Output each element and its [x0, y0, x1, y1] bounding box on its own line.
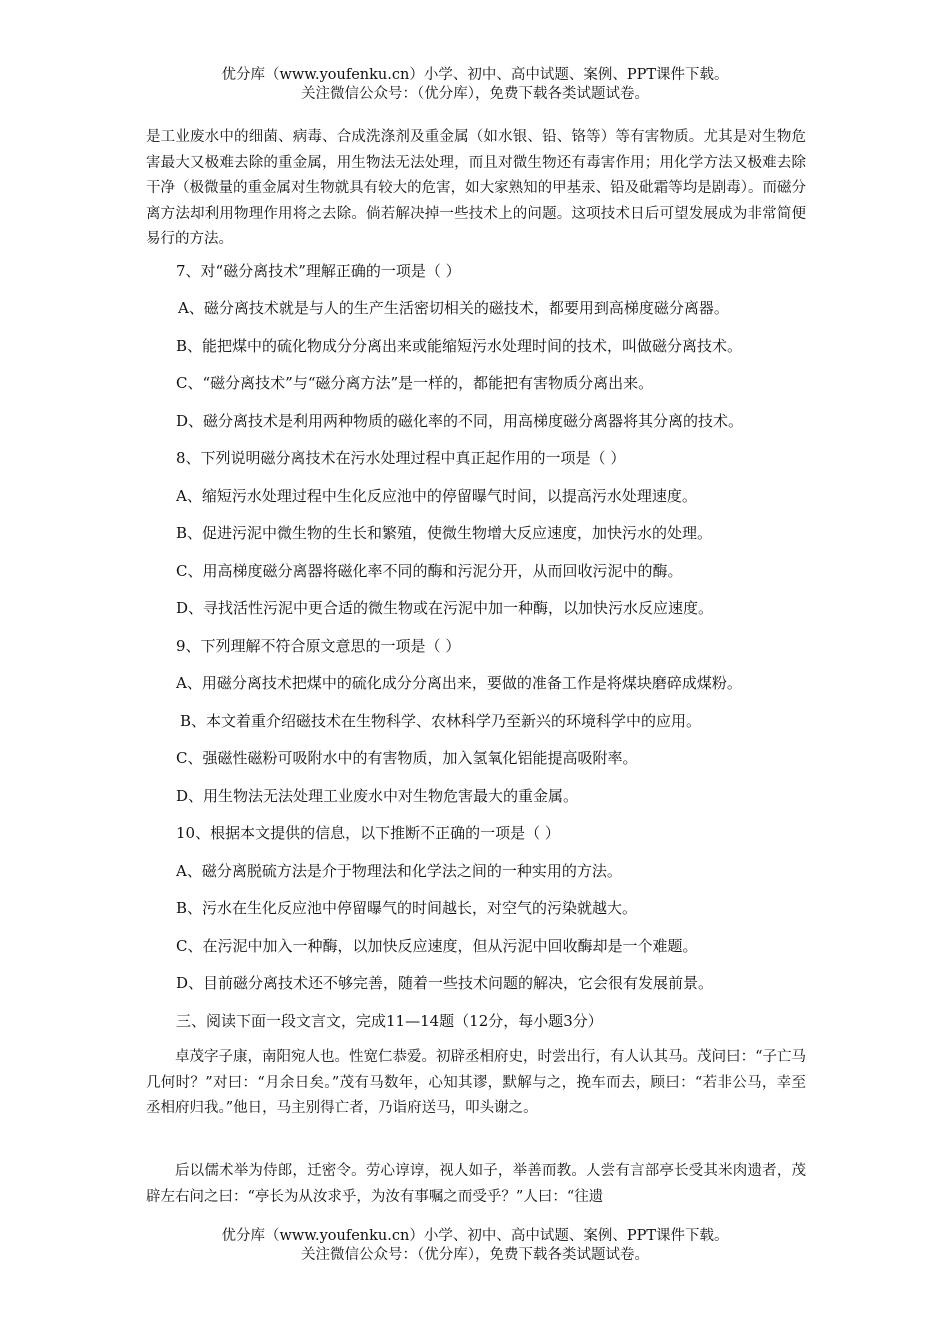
footer-line-2: 关注微信公众号：（优分库），免费下载各类试题试卷。 — [301, 1247, 649, 1263]
question-7-option-d: D、磁分离技术是利用两种物质的磁化率的不同，用高梯度磁分离器将其分离的技术。 — [176, 412, 744, 430]
header-line-1: 优分库（www.youfenku.cn）小学、初中、高中试题、案例、PPT课件下载。 — [221, 67, 729, 83]
page-header — [0, 66, 950, 104]
section-3-heading: 三、阅读下面一段文言文，完成11—14题（12分，每小题3分） — [176, 1012, 603, 1030]
question-7-option-a: A、磁分离技术就是与人的生产生活密切相关的磁技术，都要用到高梯度磁分离器。 — [178, 299, 729, 317]
question-8-option-a: A、缩短污水处理过程中生化反应池中的停留曝气时间，以提高污水处理速度。 — [176, 487, 697, 505]
header-line-2: 关注微信公众号：（优分库），免费下载各类试题试卷。 — [301, 86, 649, 102]
question-10-option-c: C、在污泥中加入一种酶，以加快反应速度，但从污泥中回收酶却是一个难题。 — [176, 937, 698, 955]
classical-paragraph-1: 卓茂字子康，南阳宛人也。性宽仁恭爱。初辟丞相府史，时尝出行，有人认其马。茂问曰：“子亡马几何时？”对曰：“月余日矣。”茂有马数年，心知其谬，默解与之，挽车而去，顾曰：“若非公马，幸至丞相府归我。”他日，马主别得亡者，乃诣府送马，叩头谢之。 — [146, 1049, 806, 1116]
question-9-option-c: C、强磁性磁粉可吸附水中的有害物质，加入氢氧化铝能提高吸附率。 — [176, 749, 638, 767]
question-9-option-a: A、用磁分离技术把煤中的硫化成分分离出来，要做的准备工作是将煤块磨碎成煤粉。 — [176, 674, 742, 692]
question-10-option-a: A、磁分离脱硫方法是介于物理法和化学法之间的一种实用的方法。 — [176, 862, 622, 880]
question-10-stem: 10、根据本文提供的信息，以下推断不正确的一项是（ ） — [176, 824, 560, 842]
question-7-option-b: B、能把煤中的硫化物成分分离出来或能缩短污水处理时间的技术，叫做磁分离技术。 — [176, 337, 743, 355]
question-7-stem: 7、对“磁分离技术”理解正确的一项是（ ） — [176, 262, 461, 280]
question-9-stem: 9、下列理解不符合原文意思的一项是（ ） — [176, 637, 461, 655]
question-9-option-d: D、用生物法无法处理工业废水中对生物危害最大的重金属。 — [176, 787, 579, 805]
footer-line-1: 优分库（www.youfenku.cn）小学、初中、高中试题、案例、PPT课件下载。 — [221, 1228, 729, 1244]
classical-paragraph-2: 后以儒术举为侍郎，迁密令。劳心谆谆，视人如子，举善而教。人尝有言部亭长受其米肉遗者，茂辟左右问之曰：“亭长为从汝求乎，为汝有事嘱之而受乎？”人曰：“往遗 — [146, 1163, 806, 1205]
question-8-option-d: D、寻找活性污泥中更合适的微生物或在污泥中加一种酶，以加快污水反应速度。 — [176, 599, 714, 617]
page-footer — [0, 1227, 950, 1265]
question-8-option-b: B、促进污泥中微生物的生长和繁殖，使微生物增大反应速度，加快污水的处理。 — [176, 524, 713, 542]
question-7-option-c: C、“磁分离技术”与“磁分离方法”是一样的，都能把有害物质分离出来。 — [176, 374, 654, 392]
question-10-option-d: D、目前磁分离技术还不够完善，随着一些技术问题的解决，它会很有发展前景。 — [176, 974, 714, 992]
question-8-option-c: C、用高梯度磁分离器将磁化率不同的酶和污泥分开，从而回收污泥中的酶。 — [176, 562, 683, 580]
question-8-stem: 8、下列说明磁分离技术在污水处理过程中真正起作用的一项是（ ） — [176, 449, 626, 467]
passage-continuation: 是工业废水中的细菌、病毒、合成洗涤剂及重金属（如水银、铅、铬等）等有害物质。尤其是对生物危害最大又极难去除的重金属，用生物法无法处理，而且对微生物还有毒害作用；用化学方法又极难去除干净（极微量的重金属对生物就具有较大的危害，如大家熟知的甲基汞、铅及砒霜等均是剧毒）。而磁分离方法却利用物理作用将之去除。倘若解决掉一些技术上的问题。这项技术日后可望发展成为非常简便易行的方法。 — [146, 129, 806, 247]
question-9-option-b: B、本文着重介绍磁技术在生物科学、农林科学乃至新兴的环境科学中的应用。 — [180, 712, 702, 730]
question-10-option-b: B、污水在生化反应池中停留曝气的时间越长，对空气的污染就越大。 — [176, 899, 638, 917]
